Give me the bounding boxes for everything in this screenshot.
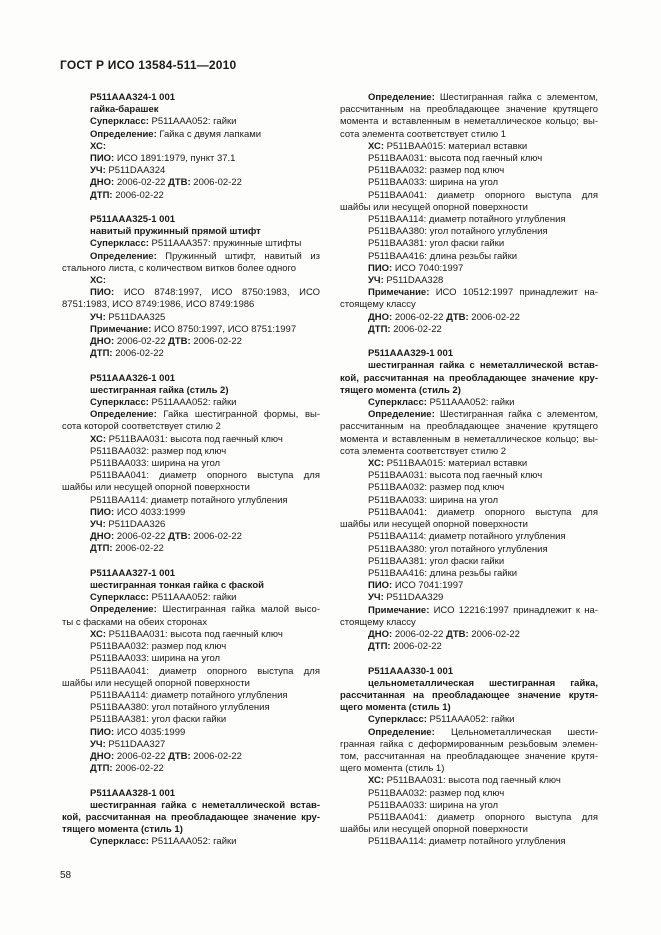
text-line: P511BAA033: ширина на угол xyxy=(368,177,499,189)
text-line: сота элемента соответствует стилю 1 xyxy=(340,128,507,140)
text-line: ХС: P511BAA015: материал вставки xyxy=(368,458,528,470)
text-line: Определение: Шестигранная гайка с элементом, xyxy=(368,409,598,421)
text-line: Определение: Шестигранная гайка с элементом, xyxy=(368,92,598,103)
text-line: УЧ: P511DAA324 xyxy=(90,165,166,177)
text-line: P511BAA114: диаметр потайного углубления xyxy=(368,214,566,226)
text-line: Определение: Гайка с двумя лапками xyxy=(90,128,262,140)
dictionary-entry xyxy=(340,666,598,849)
text-line: P511BAA380: угол потайного углубления xyxy=(368,226,548,238)
dictionary-entry xyxy=(340,348,598,653)
text-line: P511BAA031: высота под гаечный ключ xyxy=(368,153,543,165)
text-line: ДНО: 2006-02-22 ДТВ: 2006-02-22 xyxy=(90,750,242,762)
text-line: P511BAA381: угол фаски гайки xyxy=(368,238,505,250)
text-line: гранная гайка с деформированным резьбовым элемен- xyxy=(340,738,598,750)
text-line: Определение: Пружинный штифт, навитый из xyxy=(90,250,320,262)
left-column xyxy=(62,92,320,861)
text-line: P511BAA114: диаметр потайного углубления xyxy=(368,531,566,543)
text-line: шайбы или несущей опорной поверхности xyxy=(340,519,528,531)
text-line: ДТП: 2006-02-22 xyxy=(90,543,164,555)
text-line: стоящему классу xyxy=(340,299,416,311)
text-line: кой, рассчитанная на преобладающее значение кру- xyxy=(340,372,598,384)
dictionary-entry xyxy=(62,788,320,849)
text-line: кой, рассчитанная на преобладающее значение кру- xyxy=(62,811,320,823)
text-line: Суперкласс: P511AAA052: гайки xyxy=(90,397,237,409)
text-line: УЧ: P511DAA328 xyxy=(368,275,444,287)
right-column xyxy=(340,92,598,861)
text-line: ПИО: ИСО 1891:1979, пункт 37.1 xyxy=(90,153,236,165)
text-line: P511BAA031: высота под гаечный ключ xyxy=(368,470,543,482)
text-line: ПИО: ИСО 8748:1997, ИСО 8750:1983, ИСО xyxy=(90,287,320,299)
text-line: Суперкласс: P511AAA052: гайки xyxy=(368,397,515,409)
text-line: Суперкласс: P511AAA052: гайки xyxy=(368,714,515,726)
text-line: рассчитанным на преобладающее значение крутящего xyxy=(340,421,598,433)
text-line: навитый пружинный прямой штифт xyxy=(90,226,261,238)
text-line: P511BAA416: длина резьбы гайки xyxy=(368,250,518,262)
text-line: P511BAA033: ширина на угол xyxy=(368,799,499,811)
text-line: шестигранная гайка с неметаллической встав- xyxy=(368,360,598,372)
text-line: ХС: P511BAA031: высота под гаечный ключ xyxy=(368,775,561,787)
text-line: P511BAA032: размер под ключ xyxy=(90,641,227,653)
text-line: P511AAA329-1 001 xyxy=(368,348,454,360)
text-line: ДТП: 2006-02-22 xyxy=(90,348,164,360)
text-line: ПИО: ИСО 4033:1999 xyxy=(90,506,186,518)
text-line: рассчитанная на преобладающее значение крутя- xyxy=(340,689,598,701)
text-line: P511BAA033: ширина на угол xyxy=(368,494,499,506)
text-line: рассчитанным на преобладающее значение крутящего xyxy=(340,104,598,116)
dictionary-entry xyxy=(62,92,320,202)
text-line: стоящему классу xyxy=(340,616,416,628)
text-line: ДТП: 2006-02-22 xyxy=(90,189,164,201)
text-line: момента и вставленным в неметаллическое кольцо; вы- xyxy=(340,433,598,445)
text-line: P511AAA327-1 001 xyxy=(90,567,176,579)
text-line: ДНО: 2006-02-22 ДТВ: 2006-02-22 xyxy=(368,628,520,640)
text-line: P511BAA032: размер под ключ xyxy=(368,482,505,494)
text-line: P511BAA416: длина резьбы гайки xyxy=(368,567,518,579)
dictionary-entry xyxy=(340,92,598,336)
text-line: P511BAA032: размер под ключ xyxy=(368,165,505,177)
text-line: P511BAA114: диаметр потайного углубления xyxy=(90,494,288,506)
text-line: ДТП: 2006-02-22 xyxy=(368,323,442,335)
text-line: Примечание: ИСО 8750:1997, ИСО 8751:1997 xyxy=(90,323,297,335)
text-line: ХС: xyxy=(90,275,106,287)
text-line: P511BAA032: размер под ключ xyxy=(90,445,227,457)
text-line: P511AAA324-1 001 xyxy=(90,92,176,103)
text-line: Суперкласс: P511AAA052: гайки xyxy=(90,592,237,604)
text-line: УЧ: P511DAA325 xyxy=(90,311,166,323)
text-line: гайка-барашек xyxy=(90,104,159,116)
text-line: Определение: Шестигранная гайка малой высо- xyxy=(90,604,320,616)
text-line: сота которой соответствует стилю 2 xyxy=(62,421,221,433)
text-line: ХС: P511BAA015: материал вставки xyxy=(368,140,528,152)
text-line: P511BAA041: диаметр опорного выступа для xyxy=(368,506,598,518)
text-line: ХС: P511BAA031: высота под гаечный ключ xyxy=(90,628,283,640)
text-line: том, рассчитанная на преобладающее значение крутя- xyxy=(340,750,598,762)
text-line: P511AAA330-1 001 xyxy=(368,665,454,677)
text-line: P511BAA041: диаметр опорного выступа для xyxy=(368,189,598,201)
text-line: сота элемента соответствует стилю 2 xyxy=(340,445,507,457)
text-line: P511BAA033: ширина на угол xyxy=(90,653,221,665)
text-line: Суперкласс: P511AAA052: гайки xyxy=(90,116,237,128)
text-line: P511BAA041: диаметр опорного выступа для xyxy=(368,811,598,823)
text-line: ХС: xyxy=(90,140,106,152)
text-line: шестигранная гайка с неметаллической встав- xyxy=(90,799,320,811)
text-line: ПИО: ИСО 7041:1997 xyxy=(368,580,464,592)
text-line: P511BAA114: диаметр потайного углубления xyxy=(90,689,288,701)
text-line: ДНО: 2006-02-22 ДТВ: 2006-02-22 xyxy=(90,531,242,543)
text-line: ДТП: 2006-02-22 xyxy=(368,641,442,653)
text-line: P511BAA032: размер под ключ xyxy=(368,787,505,799)
text-line: P511AAA326-1 001 xyxy=(90,372,176,384)
text-line: шайбы или несущей опорной поверхности xyxy=(340,201,528,213)
text-line: P511BAA381: угол фаски гайки xyxy=(368,555,505,567)
document-header: ГОСТ Р ИСО 13584-511—2010 xyxy=(60,58,237,72)
text-line: шайбы или несущей опорной поверхности xyxy=(62,482,250,494)
text-line: Суперкласс: P511AAA357: пружинные штифты xyxy=(90,238,302,250)
text-line: P511AAA325-1 001 xyxy=(90,214,176,226)
text-line: P511BAA381: угол фаски гайки xyxy=(90,714,227,726)
dictionary-entry xyxy=(62,568,320,775)
text-line: щего момента (стиль 1) xyxy=(340,702,451,714)
text-line: ДНО: 2006-02-22 ДТВ: 2006-02-22 xyxy=(90,336,242,348)
text-line: ДНО: 2006-02-22 ДТВ: 2006-02-22 xyxy=(368,311,520,323)
text-line: тящего момента (стиль 2) xyxy=(340,384,461,396)
text-line: тящего момента (стиль 1) xyxy=(62,824,183,836)
text-line: УЧ: P511DAA329 xyxy=(368,592,444,604)
text-line: P511BAA380: угол потайного углубления xyxy=(368,543,548,555)
text-line: P511BAA041: диаметр опорного выступа для xyxy=(90,470,320,482)
text-line: шестигранная гайка (стиль 2) xyxy=(90,384,229,396)
text-line: Примечание: ИСО 12216:1997 принадлежит к на- xyxy=(368,604,598,616)
text-line: ПИО: ИСО 7040:1997 xyxy=(368,262,464,274)
text-line: P511AAA328-1 001 xyxy=(90,787,176,799)
text-line: ДТП: 2006-02-22 xyxy=(90,763,164,775)
text-line: щего момента (стиль 1) xyxy=(340,763,445,775)
text-line: шестигранная тонкая гайка с фаской xyxy=(90,580,264,592)
text-line: шайбы или несущей опорной поверхности xyxy=(62,677,250,689)
text-line: УЧ: P511DAA326 xyxy=(90,519,166,531)
dictionary-entry xyxy=(62,214,320,360)
text-line: момента и вставленным в неметаллическое кольцо; вы- xyxy=(340,116,598,128)
text-line: ты с фасками на обеих сторонах xyxy=(62,616,208,628)
text-line: P511BAA380: угол потайного углубления xyxy=(90,702,270,714)
dictionary-entry xyxy=(62,373,320,556)
text-line: цельнометаллическая шестигранная гайка, xyxy=(368,677,598,689)
page-number: 58 xyxy=(60,870,72,881)
text-line: ХС: P511BAA031: высота под гаечный ключ xyxy=(90,433,283,445)
text-line: Примечание: ИСО 10512:1997 принадлежит на- xyxy=(368,287,598,299)
text-line: Определение: Цельнометаллическая шести- xyxy=(368,726,598,738)
text-line: 8751:1983, ИСО 8749:1986, ИСО 8749:1986 xyxy=(62,299,255,311)
text-line: Суперкласс: P511AAA052: гайки xyxy=(90,836,237,848)
text-line: УЧ: P511DAA327 xyxy=(90,738,166,750)
text-line: P511BAA033: ширина на угол xyxy=(90,458,221,470)
text-line: ДНО: 2006-02-22 ДТВ: 2006-02-22 xyxy=(90,177,242,189)
text-line: стального листа, с количеством витков более одного xyxy=(62,262,297,274)
text-line: Определение: Гайка шестигранной формы, вы- xyxy=(90,409,320,421)
text-line: шайбы или несущей опорной поверхности xyxy=(340,824,528,836)
text-line: ПИО: ИСО 4035:1999 xyxy=(90,726,186,738)
text-line: P511BAA114: диаметр потайного углубления xyxy=(368,836,566,848)
text-line: P511BAA041: диаметр опорного выступа для xyxy=(90,665,320,677)
